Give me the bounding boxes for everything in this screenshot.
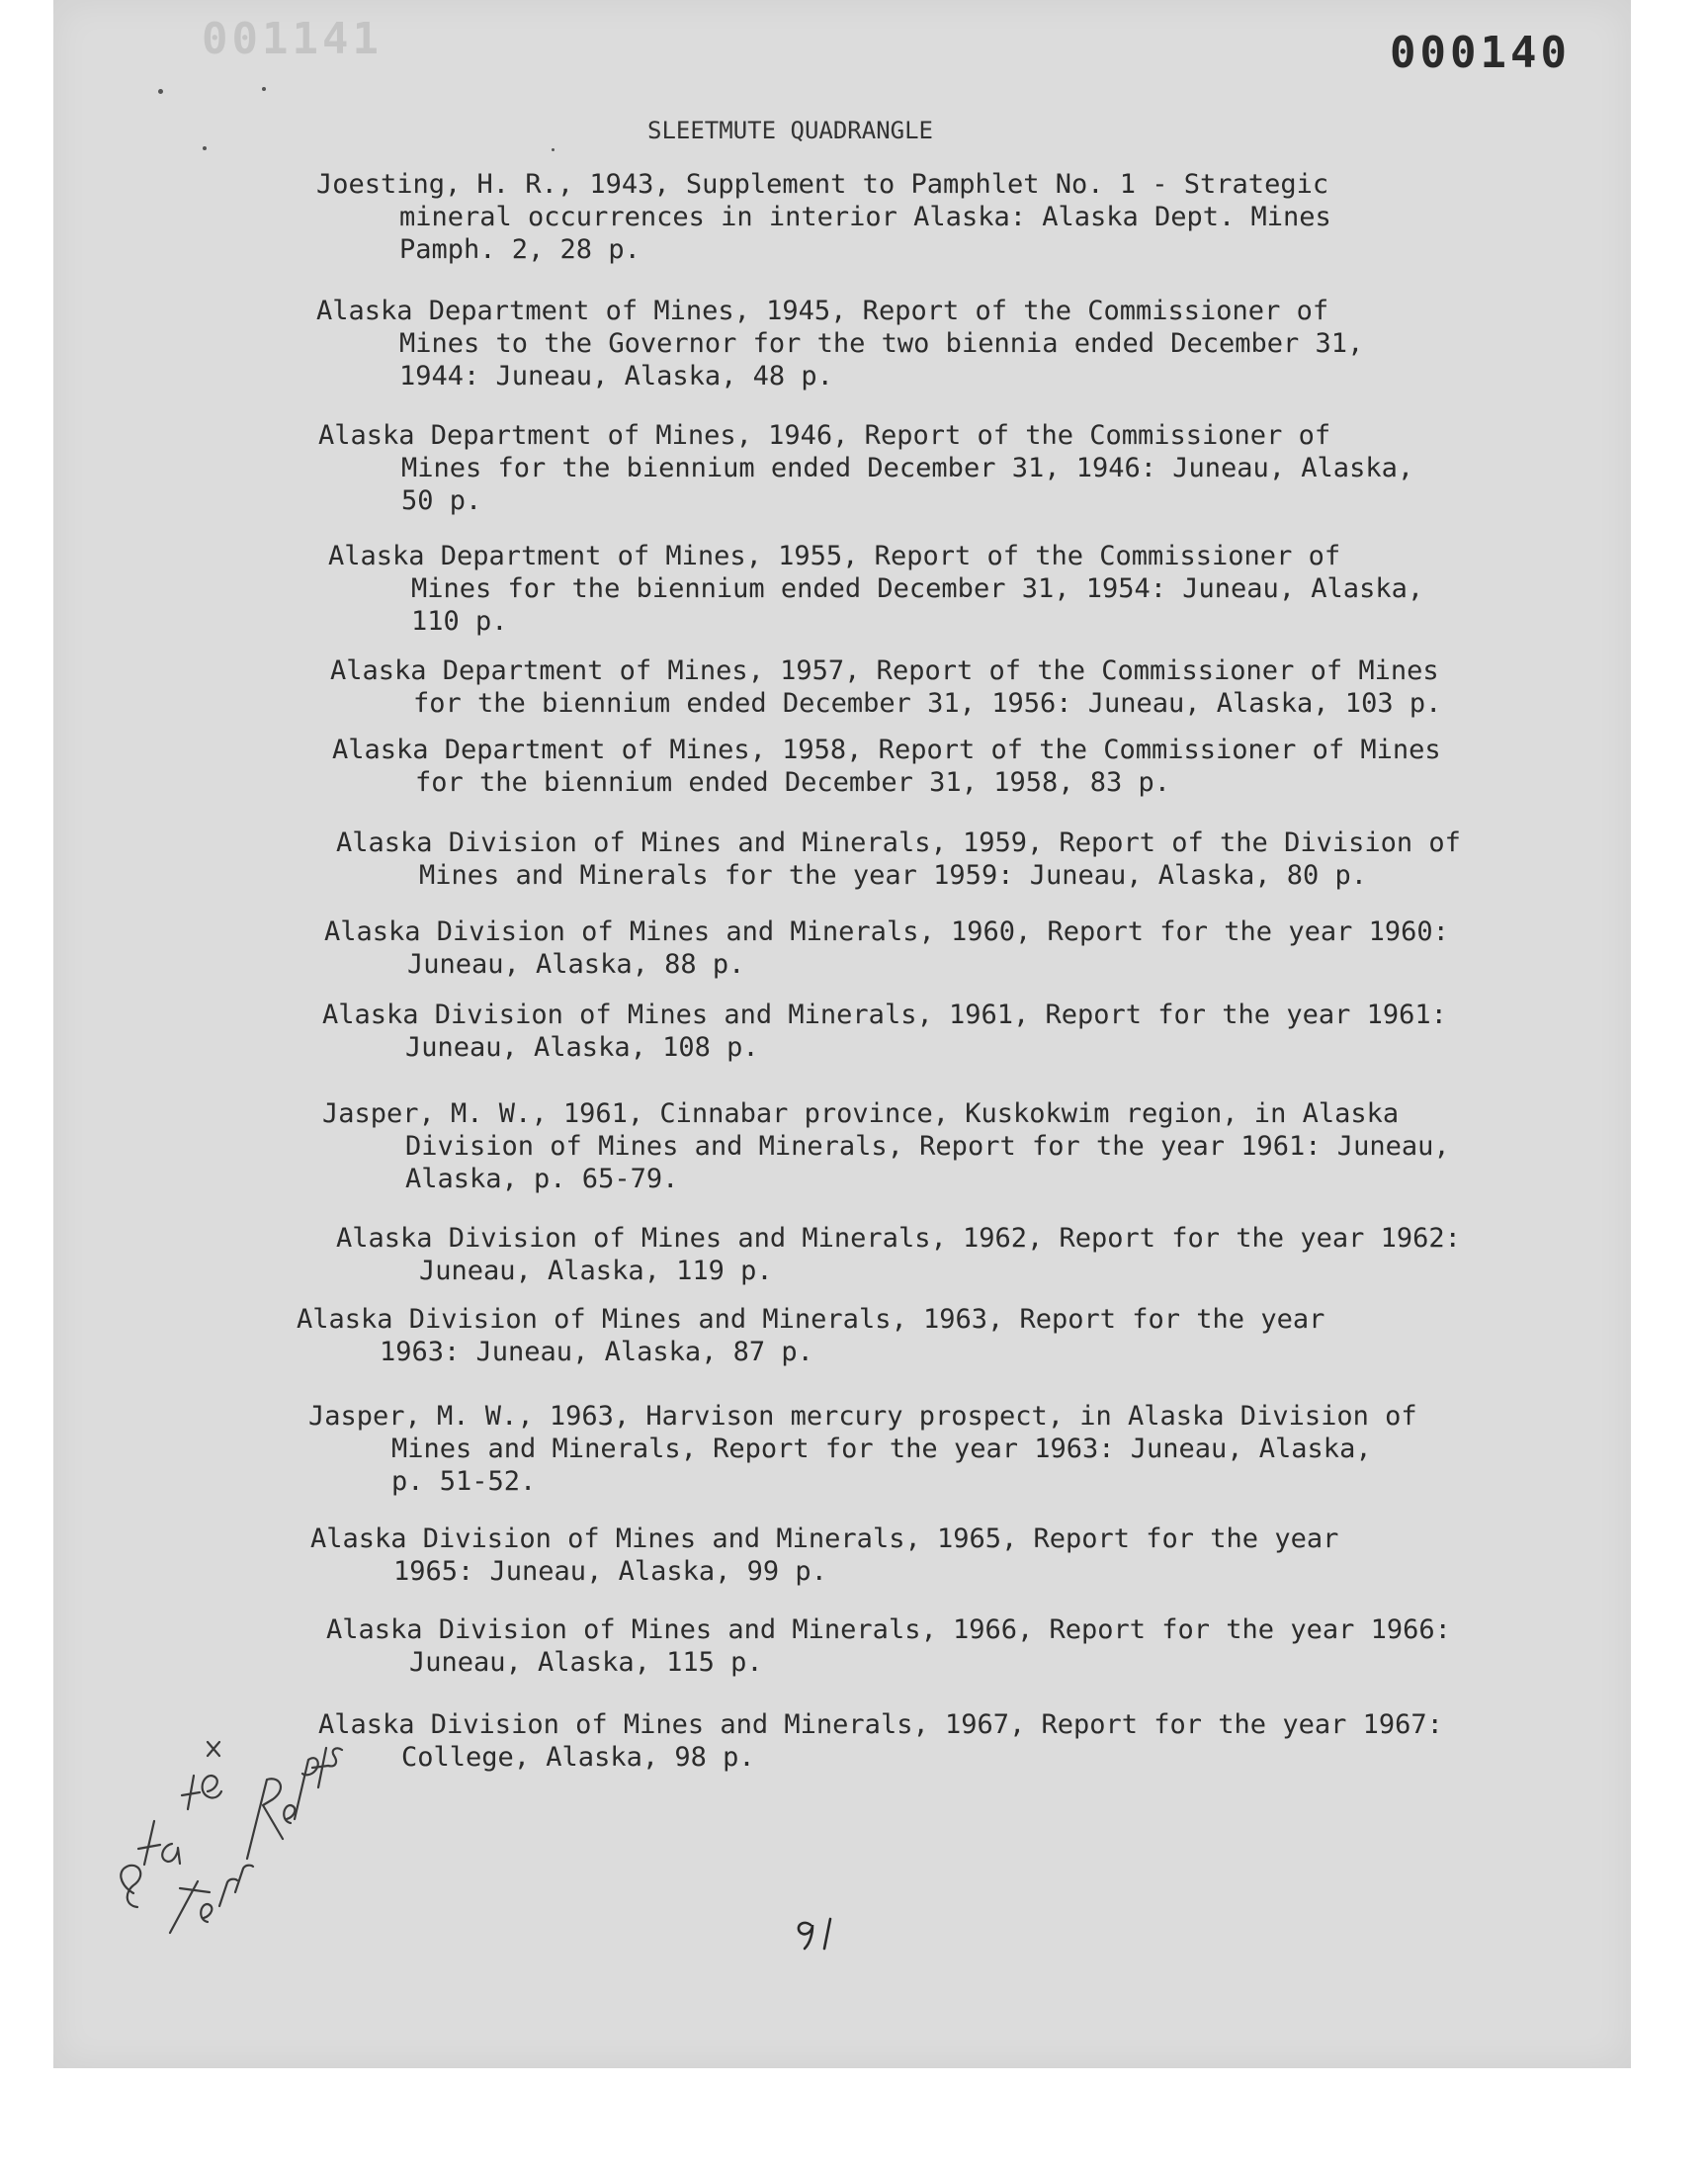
entry-continuation: 110 p. [411, 606, 508, 637]
faint-stamp-number: 001141 [202, 14, 383, 64]
document-number: 000140 [1390, 28, 1571, 78]
entry-first-line: Alaska Department of Mines, 1958, Report of the Commissioner of Mines [332, 735, 1441, 765]
entry-continuation: mineral occurrences in interior Alaska: Alaska Dept. Mines [399, 202, 1331, 232]
entry-first-line: Alaska Department of Mines, 1957, Report of the Commissioner of Mines [330, 655, 1439, 686]
bibliography-entry [310, 1522, 1496, 1588]
entry-first-line: Alaska Department of Mines, 1955, Report of the Commissioner of [328, 541, 1341, 571]
entry-continuation: 50 p. [401, 485, 482, 516]
handwritten-page-number [791, 1913, 850, 1953]
bibliography-entry [322, 1097, 1508, 1195]
entry-first-line: Joesting, H. R., 1943, Supplement to Pamphlet No. 1 - Strategic [316, 169, 1329, 200]
entry-continuation: Juneau, Alaska, 108 p. [405, 1032, 759, 1063]
bibliography-entry [332, 734, 1518, 799]
bibliography-entry [328, 540, 1514, 638]
bibliography-entry [316, 168, 1502, 266]
entry-continuation: Juneau, Alaska, 88 p. [407, 949, 745, 980]
entry-first-line: Jasper, M. W., 1961, Cinnabar province, Kuskokwim region, in Alaska [322, 1098, 1400, 1129]
entry-continuation: for the biennium ended December 31, 1958, 83 p. [415, 767, 1171, 798]
entry-continuation: 1965: Juneau, Alaska, 99 p. [393, 1556, 827, 1587]
entry-first-line: Alaska Division of Mines and Minerals, 1962, Report for the year 1962: [336, 1223, 1461, 1254]
entry-continuation: Mines and Minerals, Report for the year 1963: Juneau, Alaska, [391, 1434, 1372, 1464]
entry-first-line: Alaska Division of Mines and Minerals, 1966, Report for the year 1966: [326, 1614, 1451, 1645]
entry-first-line: Alaska Division of Mines and Minerals, 1959, Report of the Division of [336, 827, 1461, 858]
entry-continuation: Division of Mines and Minerals, Report for the year 1961: Juneau, [405, 1131, 1450, 1162]
entry-first-line: Alaska Division of Mines and Minerals, 1961, Report for the year 1961: [322, 1000, 1447, 1030]
entry-continuation: 1963: Juneau, Alaska, 87 p. [380, 1337, 813, 1367]
entry-continuation: College, Alaska, 98 p. [401, 1742, 755, 1773]
entry-continuation: Juneau, Alaska, 115 p. [409, 1647, 763, 1678]
scan-speck [158, 89, 163, 94]
handwritten-note [89, 1681, 346, 1977]
bibliography-entry [318, 419, 1504, 517]
entry-continuation: Mines for the biennium ended December 31, 1946: Juneau, Alaska, [401, 453, 1414, 483]
bibliography-entry [326, 1613, 1512, 1679]
entry-continuation: Pamph. 2, 28 p. [399, 234, 640, 265]
entry-first-line: Alaska Division of Mines and Minerals, 1960, Report for the year 1960: [324, 916, 1449, 947]
entry-first-line: Alaska Division of Mines and Minerals, 1965, Report for the year [310, 1523, 1339, 1554]
bibliography-entry [297, 1303, 1483, 1368]
bibliography-entry [330, 654, 1516, 720]
scan-speck [552, 148, 555, 151]
entry-continuation: p. 51-52. [391, 1466, 537, 1497]
entry-first-line: Alaska Division of Mines and Minerals, 1967, Report for the year 1967: [318, 1709, 1443, 1740]
bibliography-entry [308, 1400, 1494, 1498]
entry-first-line: Alaska Department of Mines, 1945, Report of the Commissioner of [316, 296, 1329, 326]
bibliography-entry [322, 999, 1508, 1064]
bibliography-entry [336, 826, 1522, 892]
entry-continuation: for the biennium ended December 31, 1956: Juneau, Alaska, 103 p. [413, 688, 1442, 719]
entry-continuation: Mines to the Governor for the two biennia ended December 31, [399, 328, 1364, 359]
scan-speck [203, 146, 207, 150]
bibliography-entry [318, 1708, 1504, 1774]
entry-continuation: 1944: Juneau, Alaska, 48 p. [399, 361, 833, 392]
entry-continuation: Alaska, p. 65-79. [405, 1164, 679, 1194]
entry-continuation: Juneau, Alaska, 119 p. [419, 1256, 773, 1286]
entry-first-line: Jasper, M. W., 1963, Harvison mercury prospect, in Alaska Division of [308, 1401, 1417, 1432]
scan-speck [262, 87, 266, 91]
page-title: SLEETMUTE QUADRANGLE [647, 117, 933, 144]
entry-continuation: Mines for the biennium ended December 31, 1954: Juneau, Alaska, [411, 573, 1424, 604]
bibliography-entry [336, 1222, 1522, 1287]
bibliography-entry [324, 915, 1510, 981]
bibliography-entry [316, 295, 1502, 392]
entry-continuation: Mines and Minerals for the year 1959: Juneau, Alaska, 80 p. [419, 860, 1368, 891]
entry-first-line: Alaska Department of Mines, 1946, Report of the Commissioner of [318, 420, 1331, 451]
entry-first-line: Alaska Division of Mines and Minerals, 1963, Report for the year [297, 1304, 1325, 1335]
